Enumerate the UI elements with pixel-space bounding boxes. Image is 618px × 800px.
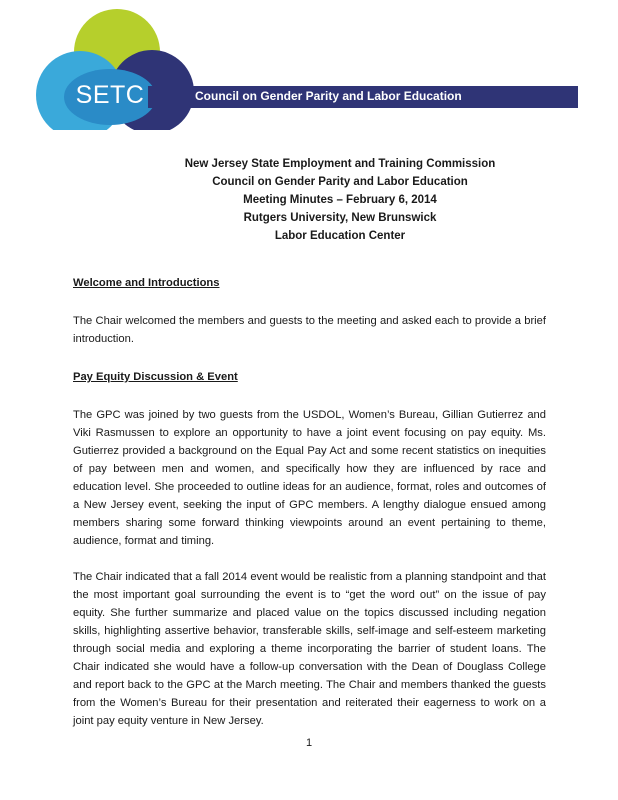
pay-equity-paragraph-2: The Chair indicated that a fall 2014 event would be realistic from a planning standpoint and that the most important goal surrounding the event is to “get the word out” on the issue of pay equity. She further summarize and placed value on the topics discussed including negation skills, highlighting assertive behavior, transferable skills, self-image and self-esteem marketing through social media and exploring a theme incorporating the barrier of student loans. The Chair indicated she would have a follow-up conversation with the Dean of Douglass College and report back to the GPC at the March meeting. The Chair and members thanked the guests from the Women’s Bureau for their presentation and reiterated their eagerness to work on a joint pay equity venture in New Jersey. — [73, 571, 546, 727]
setc-logo — [0, 0, 618, 130]
section-heading-pay-equity: Pay Equity Discussion & Event — [73, 371, 238, 383]
logo-text: SETC — [75, 81, 145, 109]
logo-circles-graphic — [0, 0, 618, 130]
page-number: 1 — [305, 737, 313, 749]
pay-equity-paragraph-1: The GPC was joined by two guests from the USDOL, Women’s Bureau, Gillian Gutierrez and Viki Rasmussen to explore an opportunity to have a joint event focusing on pay equity. Ms. Gutierrez provided a background on the Equal Pay Act and some recent statistics on inequities of pay between men and women, and specifically how they are influenced by race and education level. She proceeded to outline ideas for an audience, format, roles and outcomes of a New Jersey event, seeking the input of GPC members. A lengthy dialogue ensued among members sharing some forward thinking viewpoints around an event pertaining to theme, audience, format and timing. — [73, 409, 546, 547]
header-banner — [148, 86, 578, 108]
banner-title: Council on Gender Parity and Labor Education — [195, 89, 462, 103]
title-line-minutes: Meeting Minutes – February 6, 2014 — [243, 194, 437, 206]
title-line-commission: New Jersey State Employment and Training Commission — [184, 158, 496, 170]
title-line-council: Council on Gender Parity and Labor Education — [212, 176, 468, 188]
document-title-block — [90, 155, 590, 245]
welcome-paragraph: The Chair welcomed the members and guests to the meeting and asked each to provide a brief introduction. — [73, 315, 546, 345]
title-line-center: Labor Education Center — [274, 230, 406, 242]
title-line-venue: Rutgers University, New Brunswick — [243, 212, 437, 224]
section-heading-welcome: Welcome and Introductions — [73, 277, 220, 289]
minutes-body — [73, 274, 546, 730]
